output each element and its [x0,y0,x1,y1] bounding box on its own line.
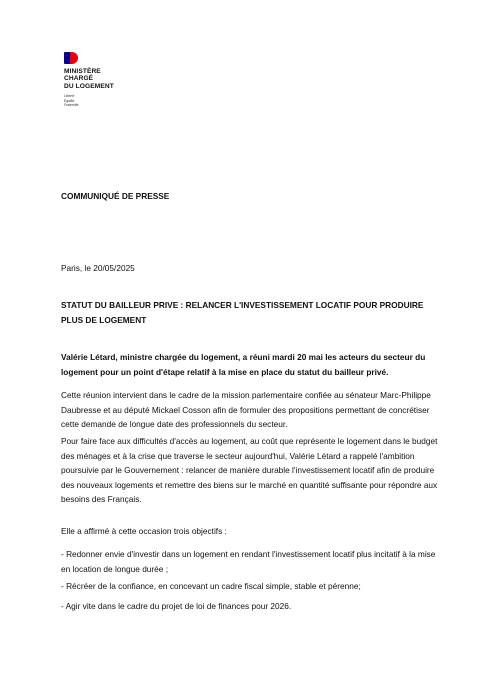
objective-item: - Récréer de la confiance, en concevant un cadre fiscal simple, stable et pérenne; [61,581,361,591]
marianne-flag-icon [64,52,78,64]
dateline: Paris, le 20/05/2025 [61,263,135,273]
ministry-name-line: DU LOGEMENT [64,82,114,90]
objective-item: - Agir vite dans le cadre du projet de loi de finances pour 2026. [61,601,292,611]
motto-line: Liberté [64,94,75,99]
section-label: COMMUNIQUÉ DE PRESSE [61,191,170,201]
ministry-name-line: MINISTÈRE [64,68,101,75]
body-paragraph: Elle a affirmé à cette occasion trois objectifs : [61,526,227,536]
objective-item: - Redonner envie d'investir dans un logement en rendant l'investissement locatif plus incitatif à la mise en location de longue durée ; [61,549,436,574]
ministry-name [64,68,154,90]
republic-motto [64,94,154,107]
ministry-logo [64,52,154,107]
motto-line: Fraternité [64,103,79,108]
body-paragraph: Cette réunion intervient dans le cadre de la mission parlementaire confiée au sénateur Marc-Philippe Daubresse et au député Mickael Cosson afin de formuler des propositions permettant de concrétiser cette demande de longue date des professionnels du secteur. [61,390,431,429]
motto-line: Égalité [64,98,75,103]
lead-paragraph: Valérie Létard, ministre chargée du logement, a réuni mardi 20 mai les acteurs du secteur du logement pour un point d'étape relatif à la mise en place du statut du bailleur privé. [61,352,426,377]
document-title: STATUT DU BAILLEUR PRIVE : RELANCER L'INVESTISSEMENT LOCATIF POUR PRODUIRE PLUS DE LOGEMENT [61,300,424,325]
body-paragraph: Pour faire face aux difficultés d'accès au logement, au coût que représente le logement dans le budget des ménages et à la crise que traverse le secteur aujourd'hui, Valérie Létard a rappelé l'ambition poursuivie par le Gouvernement : relancer de manière durable l'investissement locatif afin de produire des nouveaux logements et remettre des biens sur le marché en quantité suffisante pour répondre aux besoins des Français. [61,436,438,504]
flag-red-band [70,52,78,64]
ministry-name-line: CHARGÉ [64,75,94,83]
